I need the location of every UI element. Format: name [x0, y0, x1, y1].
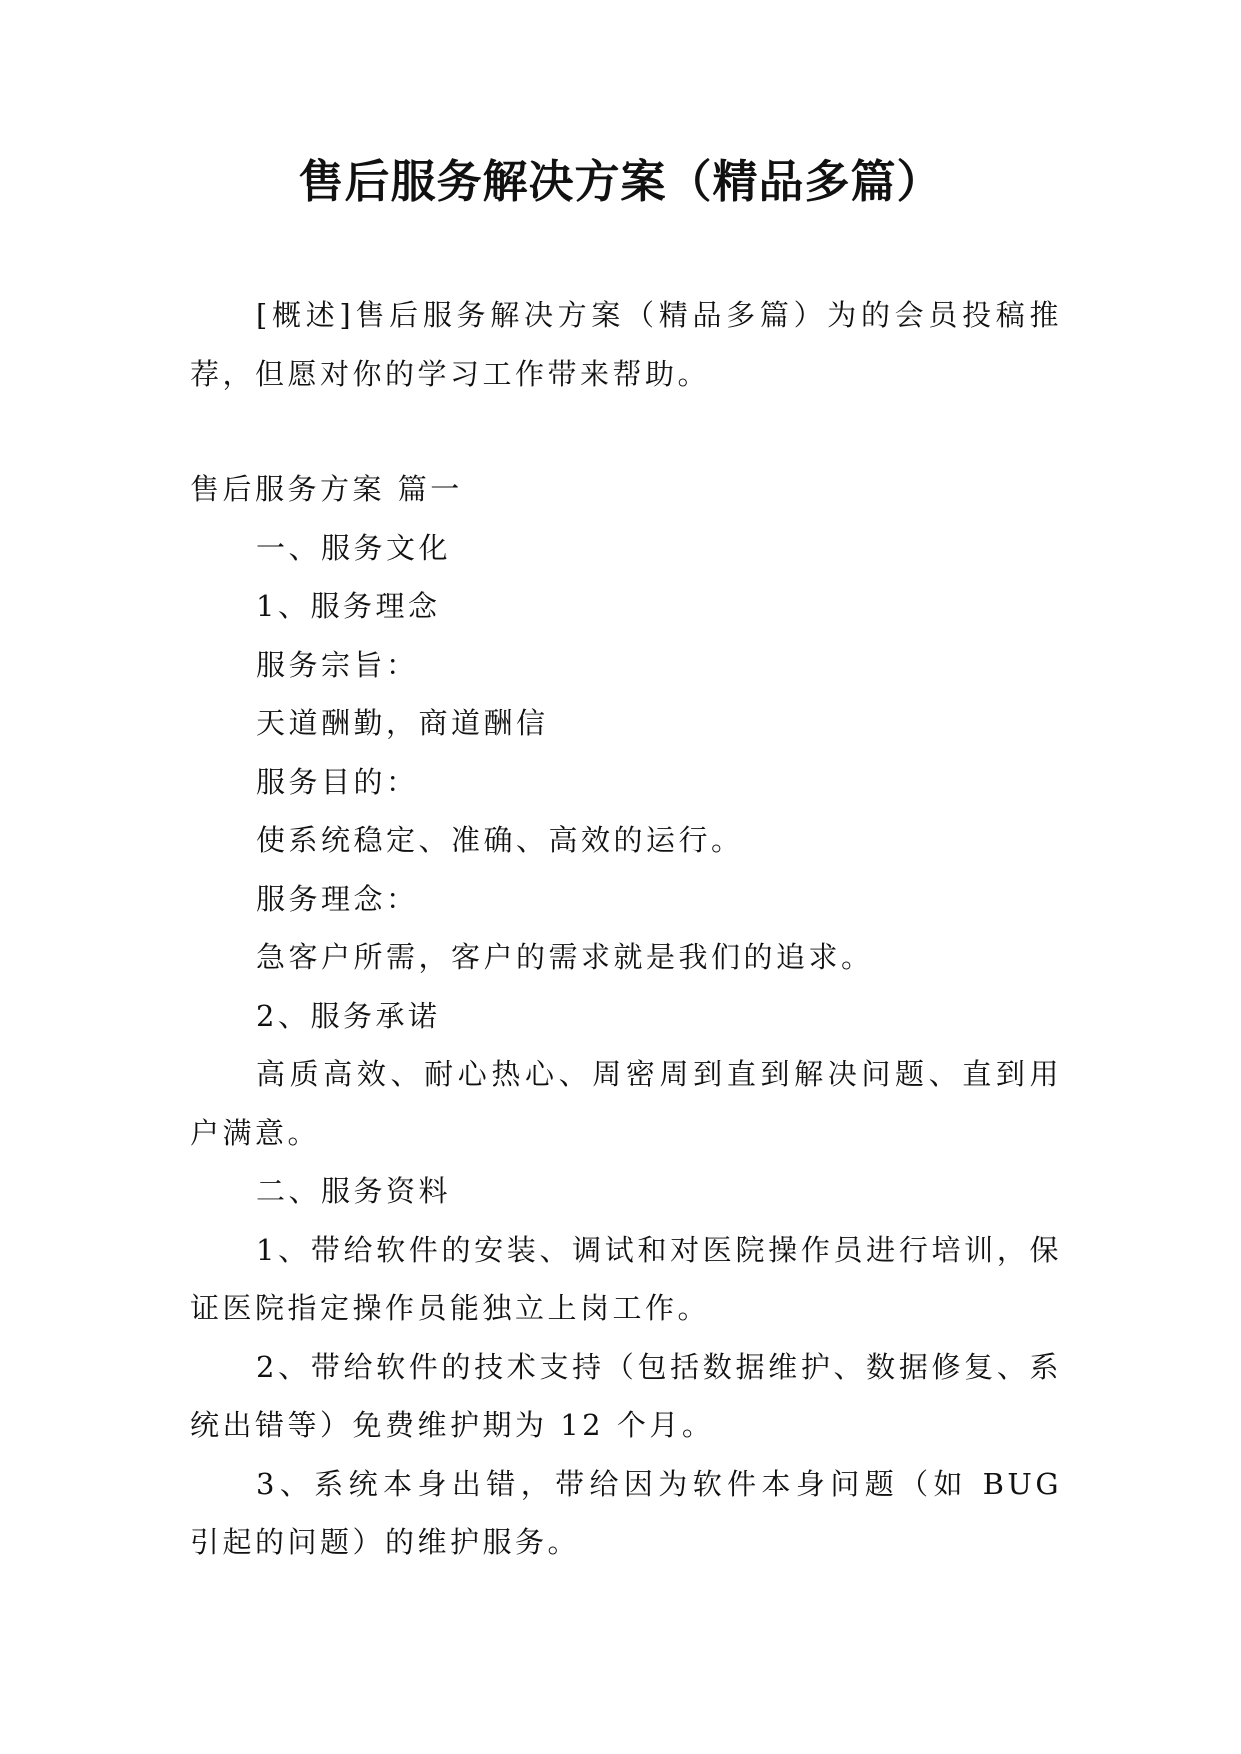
- text-service-purpose: 天道酬勤，商道酬信: [256, 706, 549, 740]
- label-service-goal: 服务目的：: [256, 764, 419, 799]
- text-service-commitment: 高质高效、耐心热心、周密周到直到解决问题、直到用户满意。: [190, 1057, 1062, 1150]
- text-service-idea: 急客户所需，客户的需求就是我们的追求。: [256, 940, 874, 974]
- heading-service-culture: 一、服务文化: [256, 530, 452, 565]
- label-service-purpose: 服务宗旨：: [256, 647, 419, 682]
- list-item-system-error: 3、系统本身出错，带给因为软件本身问题（如 BUG 引起的问题）的维护服务。: [190, 1466, 1062, 1559]
- text-service-goal: 使系统稳定、准确、高效的运行。: [256, 823, 744, 857]
- subheading-service-commitment: 2、服务承诺: [256, 998, 441, 1033]
- section-heading: 售后服务方案 篇一: [190, 472, 463, 506]
- list-item-installation: 1、带给软件的安装、调试和对医院操作员进行培训，保证医院指定操作员能独立上岗工作。: [190, 1232, 1062, 1325]
- subheading-service-concept: 1、服务理念: [256, 589, 441, 623]
- label-service-idea: 服务理念：: [256, 881, 419, 916]
- summary-block: [190, 286, 1062, 403]
- content-block: [190, 460, 1062, 1572]
- list-item-technical-support: 2、带给软件的技术支持（包括数据维护、数据修复、系统出错等）免费维护期为 12 个月。: [190, 1349, 1062, 1442]
- document-title: 售后服务解决方案（精品多篇）: [298, 155, 943, 208]
- summary-paragraph: [概述]售后服务解决方案（精品多篇）为的会员投稿推荐，但愿对你的学习工作带来帮助。: [190, 298, 1062, 391]
- heading-service-content: 二、服务资料: [256, 1174, 452, 1208]
